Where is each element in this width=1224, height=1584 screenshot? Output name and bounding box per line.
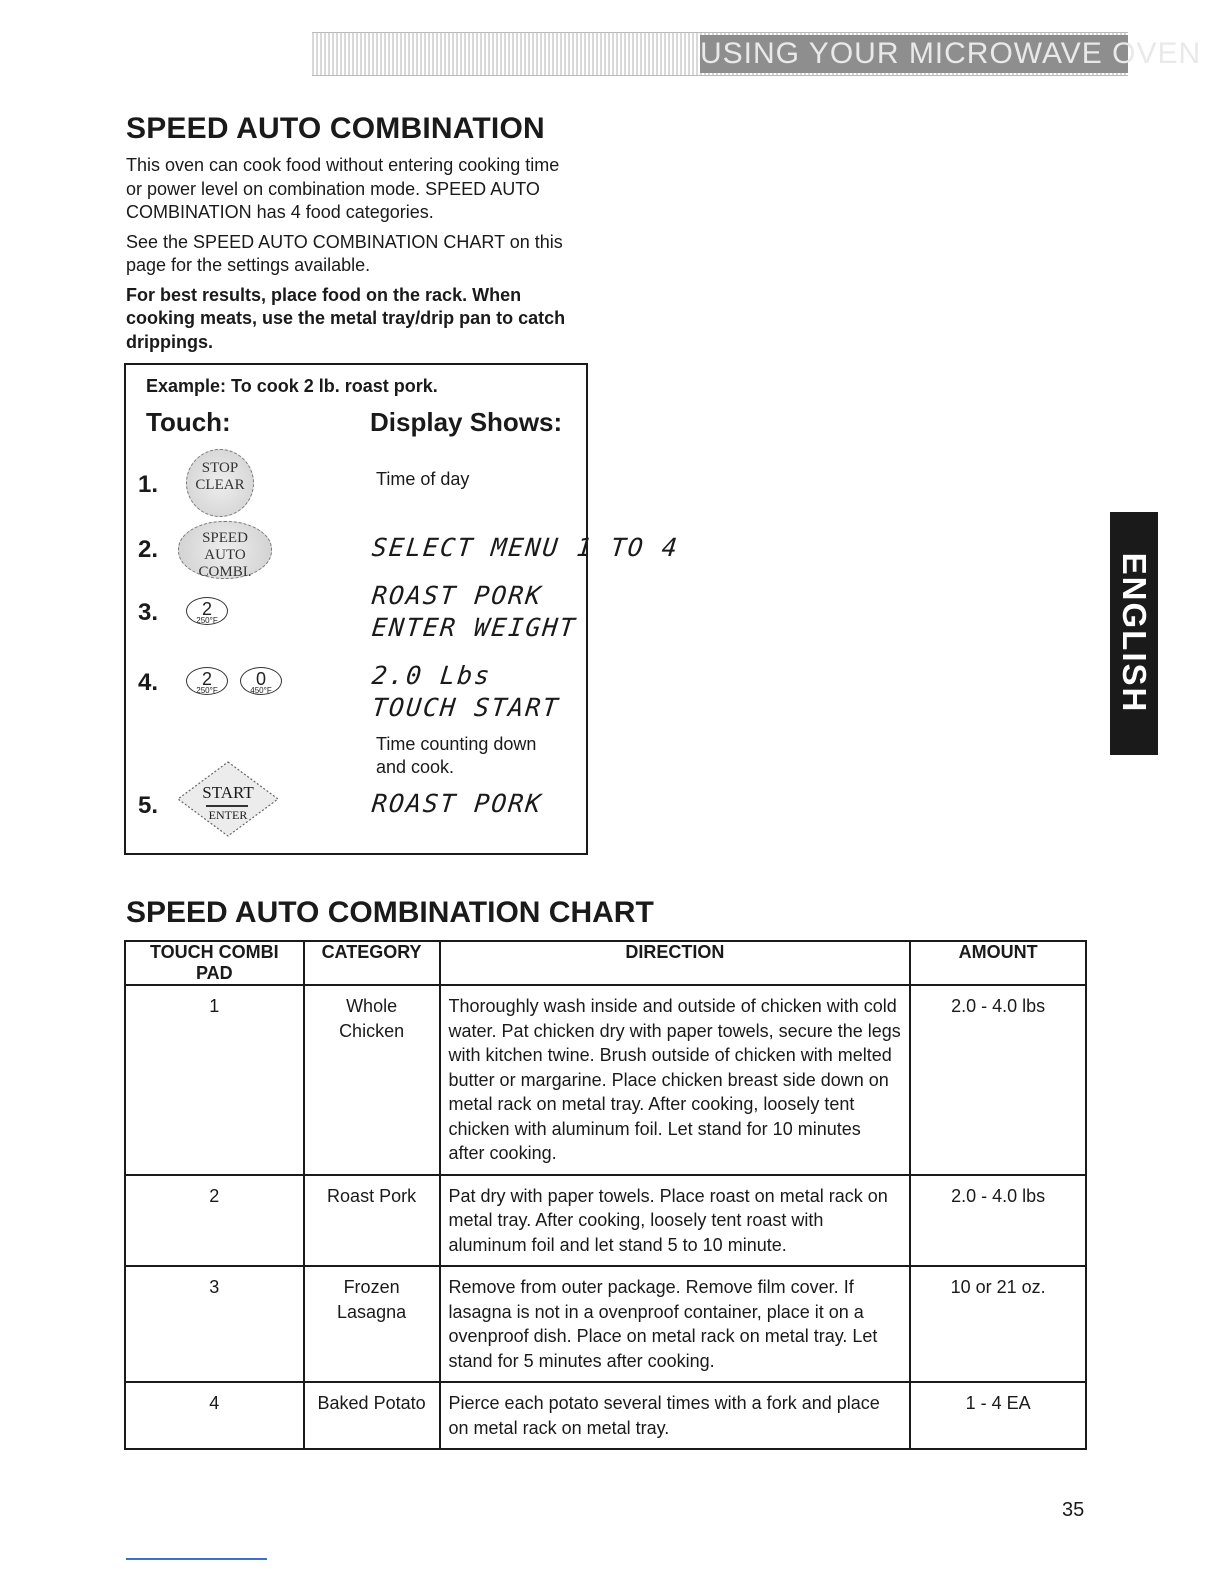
lcd-display: ROAST PORK	[370, 581, 545, 610]
button-label: ENTER	[208, 808, 248, 822]
column-header: CATEGORY	[304, 941, 440, 985]
speed-auto-combi-button	[178, 521, 272, 579]
footer-divider	[126, 1558, 267, 1560]
button-label: AUTO COMBI.	[198, 547, 252, 580]
amount-cell: 2.0 - 4.0 lbs	[910, 985, 1086, 1175]
lcd-display: ROAST PORK	[370, 789, 545, 818]
table-row	[125, 1382, 1086, 1449]
language-tab	[1110, 512, 1158, 755]
step-number: 2.	[138, 536, 159, 563]
category-cell: Frozen Lasagna	[304, 1266, 440, 1382]
intro-paragraph: See the SPEED AUTO COMBINATION CHART on this page for the settings available.	[126, 231, 563, 275]
chart-title: SPEED AUTO COMBINATION CHART	[126, 896, 654, 929]
start-enter-button	[176, 760, 280, 838]
pad-cell: 2	[125, 1175, 304, 1267]
lcd-display: TOUCH START	[370, 693, 562, 722]
key-temp-label: 450°F	[250, 686, 272, 695]
intro-tip: For best results, place food on the rack. When cooking meats, use the metal tray/drip pan to catch drippings.	[126, 284, 566, 352]
step-number: 3.	[138, 599, 159, 626]
direction-cell: Thoroughly wash inside and outside of chicken with cold water. Pat chicken dry with paper towels, secure the legs with kitchen twine. Brush outside of chicken with melted butter or margarine. Place chicken breast side down on metal rack on metal tray. After cooking, loosely tent chicken with aluminum foil. Let stand for 10 minutes after cooking.	[440, 985, 911, 1175]
table-row	[125, 1266, 1086, 1382]
display-text: Time counting down and cook.	[376, 734, 537, 777]
number-key-2	[186, 667, 228, 695]
section-title: SPEED AUTO COMBINATION	[126, 112, 545, 145]
key-label: 0	[255, 669, 266, 689]
intro-paragraph: This oven can cook food without entering cooking time or power level on combination mode. SPEED AUTO COMBINATION has 4 food categories.	[126, 155, 560, 222]
step-number: 4.	[138, 669, 159, 696]
button-label: SPEED	[202, 530, 248, 546]
pad-cell: 4	[125, 1382, 304, 1449]
number-key-2	[186, 597, 228, 625]
lcd-display: ENTER WEIGHT	[370, 613, 579, 642]
number-key-0	[240, 667, 282, 695]
key-temp-label: 250°F	[196, 616, 218, 625]
amount-cell: 2.0 - 4.0 lbs	[910, 1175, 1086, 1267]
lcd-display: 2.0 Lbs	[370, 661, 493, 690]
touch-header: Touch:	[146, 407, 231, 437]
column-header: DIRECTION	[440, 941, 911, 985]
pad-cell: 3	[125, 1266, 304, 1382]
button-label: START	[202, 783, 254, 802]
column-header: AMOUNT	[910, 941, 1086, 985]
display-header: Display Shows:	[370, 407, 563, 437]
button-label: CLEAR	[195, 477, 245, 493]
key-temp-label: 250°F	[196, 686, 218, 695]
category-cell: Baked Potato	[304, 1382, 440, 1449]
language-tab-label: ENGLISH	[1116, 552, 1153, 714]
key-label: 2	[201, 669, 212, 689]
example-box	[124, 363, 681, 855]
direction-cell: Remove from outer package. Remove film cover. If lasagna is not in a ovenproof container, place it on a ovenproof dish. Place on metal rack on metal tray. Let stand for 5 minutes after cooking.	[440, 1266, 911, 1382]
page-number: 35	[1062, 1499, 1085, 1521]
category-cell: Whole Chicken	[304, 985, 440, 1175]
header-bar	[312, 32, 1202, 76]
step-number: 5.	[138, 792, 159, 819]
column-header: TOUCH COMBI PAD	[125, 941, 304, 985]
table-row	[125, 1175, 1086, 1267]
amount-cell: 10 or 21 oz.	[910, 1266, 1086, 1382]
table-header-row	[125, 941, 1086, 985]
direction-cell: Pat dry with paper towels. Place roast on metal rack on metal tray. After cooking, loosely tent roast with aluminum foil and let stand 5 to 10 minute.	[440, 1175, 911, 1267]
example-title: Example: To cook 2 lb. roast pork.	[146, 376, 438, 396]
stop-clear-button	[186, 449, 254, 517]
category-cell: Roast Pork	[304, 1175, 440, 1267]
table-row	[125, 985, 1086, 1175]
step-number: 1.	[138, 471, 159, 498]
pad-cell: 1	[125, 985, 304, 1175]
intro-text	[126, 154, 571, 360]
combination-chart-table	[124, 940, 1087, 1450]
button-label: STOP	[201, 460, 239, 476]
lcd-display: SELECT MENU 1 TO 4	[370, 533, 681, 562]
amount-cell: 1 - 4 EA	[910, 1382, 1086, 1449]
header-title: USING YOUR MICROWAVE OVEN	[700, 35, 1128, 73]
key-label: 2	[201, 599, 212, 619]
display-text: Time of day	[376, 469, 470, 489]
direction-cell: Pierce each potato several times with a fork and place on metal rack on metal tray.	[440, 1382, 911, 1449]
